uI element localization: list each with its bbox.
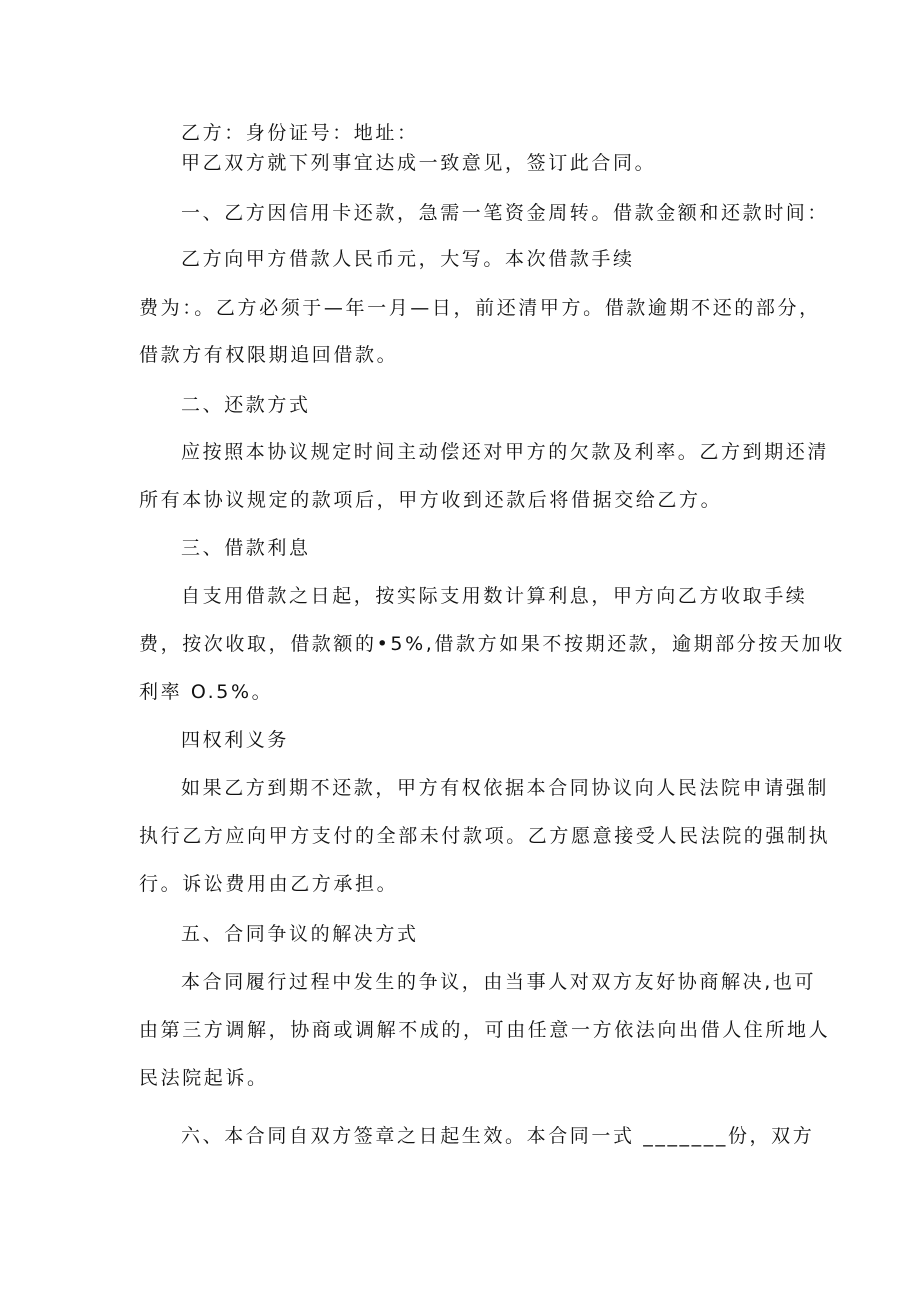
clause-4-heading: 四权利义务 bbox=[181, 729, 290, 751]
clause-1-paragraph-line: 借款方有权限期追回借款。 bbox=[139, 344, 399, 366]
clause-1-paragraph-line: 费为：。乙方必须于—年一月—日，前还清甲方。借款逾期不还的部分， bbox=[139, 297, 821, 319]
clause-4-paragraph-line: 如果乙方到期不还款，甲方有权依据本合同协议向人民法院申请强制 bbox=[181, 777, 830, 799]
clause-4-paragraph-line: 行。诉讼费用由乙方承担。 bbox=[139, 873, 399, 895]
clause-3-paragraph-line: 自支用借款之日起，按实际支用数计算利息，甲方向乙方收取手续 bbox=[181, 585, 808, 607]
party-b-info-line: 乙方：身份证号：地址： bbox=[181, 122, 419, 144]
clause-5-paragraph-line: 由第三方调解，协商或调解不成的，可由任意一方依法向出借人住所地人 bbox=[139, 1019, 831, 1041]
clause-4-paragraph-line: 执行乙方应向甲方支付的全部未付款项。乙方愿意接受人民法院的强制执 bbox=[139, 825, 831, 847]
clause-3-heading: 三、借款利息 bbox=[181, 537, 311, 559]
clause-5-paragraph-line: 本合同履行过程中发生的争议，由当事人对双方友好协商解决,也可 bbox=[181, 971, 817, 993]
clause-5-paragraph-line: 民法院起诉。 bbox=[139, 1067, 269, 1089]
clause-3-paragraph-line: 利率 O.5%。 bbox=[139, 681, 274, 703]
clause-3-paragraph-line: 费，按次收取，借款额的•5%,借款方如果不按期还款，逾期部分按天加收 bbox=[139, 633, 845, 655]
clause-1-paragraph-line: 乙方向甲方借款人民币元，大写。本次借款手续 bbox=[181, 248, 635, 270]
clause-6-paragraph-line: 六、本合同自双方签章之日起生效。本合同一式 _______份，双方 bbox=[181, 1125, 815, 1147]
clause-1-heading: 一、乙方因信用卡还款，急需一笔资金周转。借款金额和还款时间： bbox=[181, 202, 830, 224]
clause-5-heading: 五、合同争议的解决方式 bbox=[181, 923, 419, 945]
clause-2-paragraph-line: 应按照本协议规定时间主动偿还对甲方的欠款及利率。乙方到期还清 bbox=[181, 441, 830, 463]
clause-2-heading: 二、还款方式 bbox=[181, 394, 311, 416]
clause-2-paragraph-line: 所有本协议规定的款项后，甲方收到还款后将借据交给乙方。 bbox=[139, 489, 723, 511]
agreement-intro-line: 甲乙双方就下列事宜达成一致意见，签订此合同。 bbox=[181, 152, 657, 174]
